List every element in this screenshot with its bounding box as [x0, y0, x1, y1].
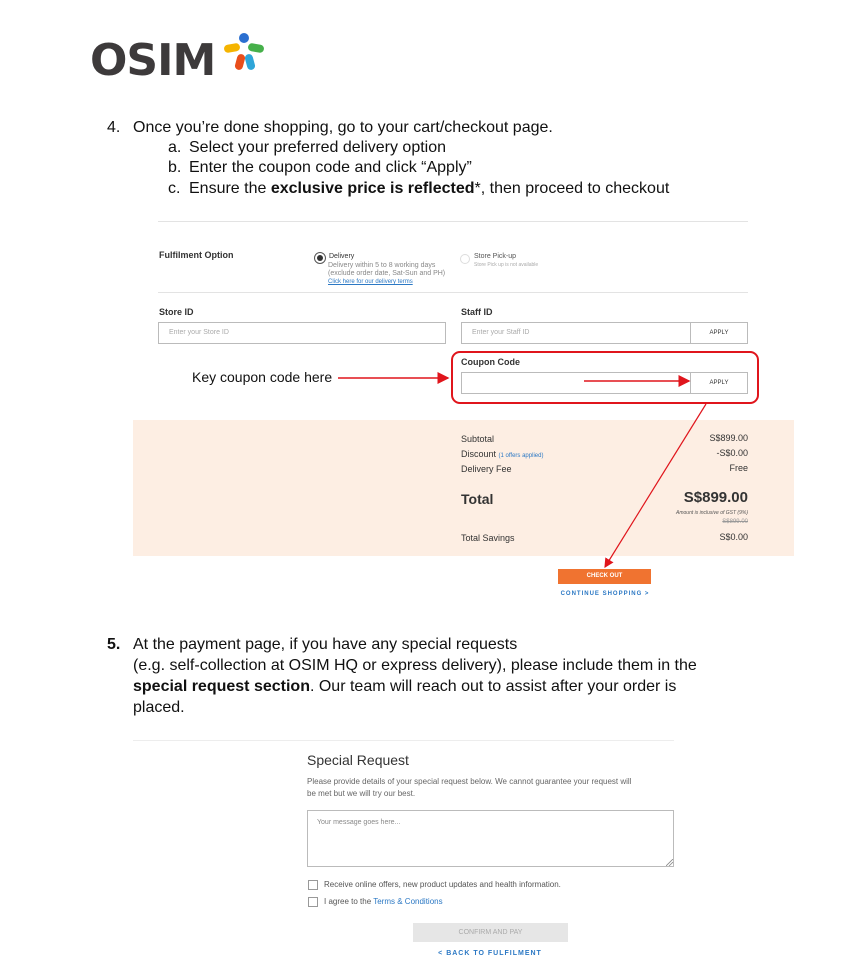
special-request-title: Special Request — [307, 752, 409, 768]
subtotal-value: S$899.00 — [709, 433, 748, 443]
fulfilment-label: Fulfilment Option — [159, 250, 234, 260]
divider — [133, 740, 674, 741]
coupon-apply-button[interactable]: APPLY — [690, 372, 748, 394]
discount-value: -S$0.00 — [716, 448, 748, 458]
total-value: S$899.00 — [683, 489, 748, 506]
terms-link[interactable]: Terms & Conditions — [373, 897, 443, 906]
step-4-item-c: c. Ensure the exclusive price is reflected*, then proceed to checkout — [168, 180, 670, 197]
coupon-label: Coupon Code — [461, 357, 520, 367]
arrow-to-checkout — [605, 404, 706, 567]
delivery-terms-link[interactable]: Click here for our delivery terms — [328, 279, 413, 285]
store-id-input[interactable]: Enter your Store ID — [158, 322, 446, 344]
discount-note: (1 offers applied) — [498, 453, 544, 459]
original-price: S$899.00 — [722, 519, 748, 525]
resize-handle-icon[interactable] — [666, 859, 673, 866]
logo-text: OSIM — [90, 35, 216, 86]
back-to-fulfilment-link[interactable]: < BACK TO FULFILMENT — [438, 950, 542, 957]
delivery-fee-value: Free — [729, 463, 748, 473]
terms-checkbox-label: I agree to the Terms & Conditions — [324, 897, 443, 906]
step-4-text: Once you’re done shopping, go to your cart/checkout page. — [133, 119, 553, 136]
discount-label: Discount (1 offers applied) — [461, 449, 544, 459]
special-request-desc-1: Please provide details of your special request below. We cannot guarantee your request will — [307, 777, 632, 786]
offers-checkbox-label: Receive online offers, new product updates and health information. — [324, 880, 561, 889]
continue-shopping-link[interactable]: CONTINUE SHOPPING > — [560, 591, 650, 597]
step-5-number: 5. — [107, 636, 121, 653]
staff-id-input[interactable]: Enter your Staff ID — [461, 322, 691, 344]
store-id-label: Store ID — [159, 307, 194, 317]
subtotal-label: Subtotal — [461, 434, 495, 444]
staff-apply-button[interactable]: APPLY — [690, 322, 748, 344]
step-4-item-a: a. Select your preferred delivery option — [168, 139, 447, 156]
staff-id-label: Staff ID — [461, 307, 493, 317]
gst-note: Amount is inclusive of GST (9%) — [676, 510, 748, 516]
total-savings-value: S$0.00 — [719, 532, 748, 542]
coupon-annotation: Key coupon code here — [192, 369, 333, 385]
total-savings-label: Total Savings — [461, 533, 515, 543]
delivery-line2: (exclude order date, Sat-Sun and PH) — [328, 270, 446, 277]
checkout-button[interactable]: CHECK OUT — [558, 569, 651, 584]
special-request-textarea[interactable]: Your message goes here... — [307, 810, 674, 867]
offers-checkbox[interactable] — [308, 880, 318, 890]
terms-checkbox[interactable] — [308, 897, 318, 907]
pickup-title: Store Pick-up — [474, 253, 517, 260]
delivery-fee-label: Delivery Fee — [461, 464, 512, 474]
special-request-desc-2: be met but we will try our best. — [307, 789, 416, 798]
step-4-item-b: b. Enter the coupon code and click “Apply” — [168, 159, 472, 176]
delivery-line1: Delivery within 5 to 8 working days — [328, 262, 436, 269]
delivery-title: Delivery — [329, 253, 355, 260]
pickup-line1: Store Pick up is not available — [474, 262, 539, 268]
confirm-and-pay-button[interactable]: CONFIRM AND PAY — [413, 923, 568, 942]
total-label: Total — [461, 491, 494, 507]
step-4-number: 4. — [107, 119, 121, 136]
